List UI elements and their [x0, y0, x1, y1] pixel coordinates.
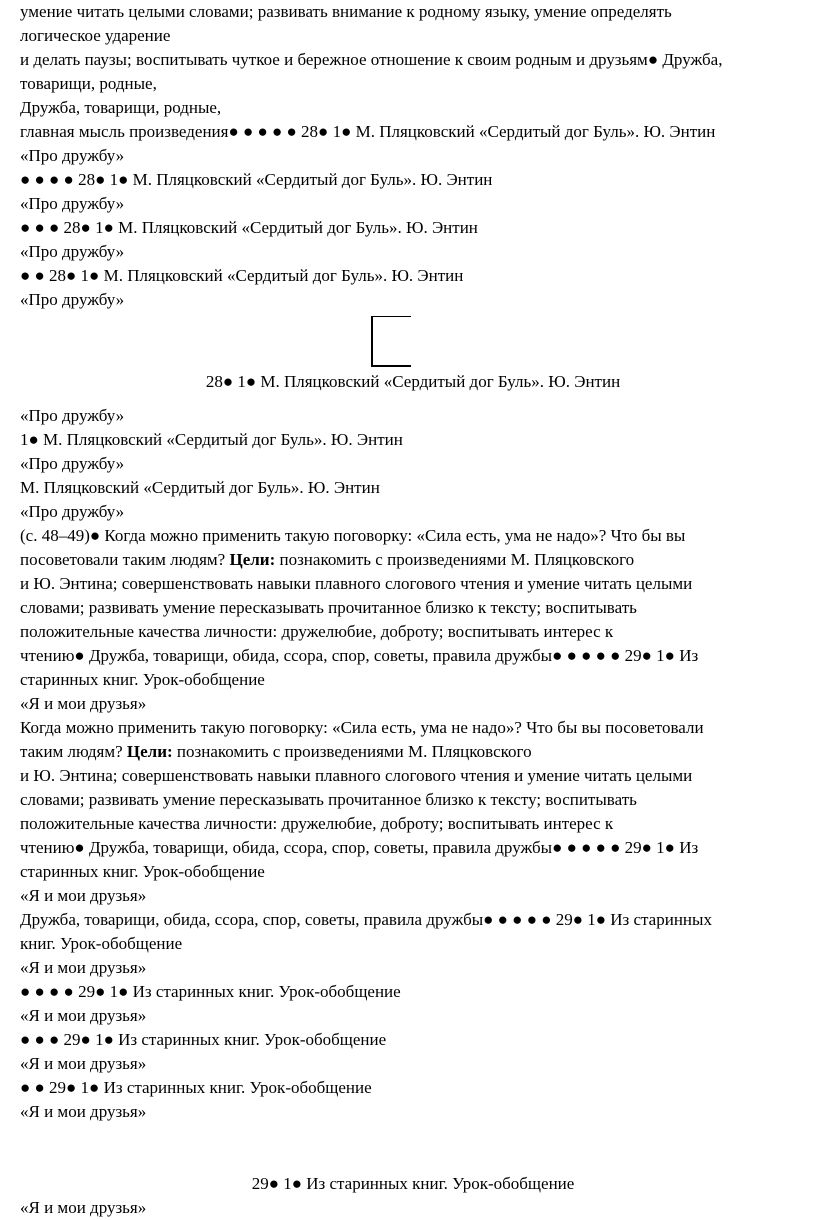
bracket-shape [371, 316, 411, 367]
document-page [20, 0, 806, 1220]
text-line: «Я и мои друзья» [20, 1198, 147, 1217]
bracket-figure-area [20, 312, 806, 370]
text-line: Дружба, товарищи, родные, [20, 98, 222, 117]
text-line: книг. Урок-обобщение [20, 934, 183, 953]
text-line: «Про дружбу» [20, 290, 125, 309]
text-line: товарищи, родные, [20, 74, 157, 93]
text-line: чтению● Дружба, товарищи, обида, ссора, спор, советы, правила дружбы● ● ● ● ● 29● 1● Из [20, 646, 699, 665]
text-line: словами; развивать умение пересказывать прочитанное близко к тексту; воспитывать [20, 598, 637, 617]
text-line: словами; развивать умение пересказывать прочитанное близко к тексту; воспитывать [20, 790, 637, 809]
text-line: «Про дружбу» [20, 454, 125, 473]
text-line: положительные качества личности: дружелюбие, доброту; воспитывать интерес к [20, 622, 614, 641]
text-block-2 [20, 404, 806, 572]
text-line: «Я и мои друзья» [20, 1054, 147, 1073]
text-line: ● ● 28● 1● М. Пляцковский «Сердитый дог Буль». Ю. Энтин [20, 266, 464, 285]
text-line: логическое ударение [20, 26, 171, 45]
text-line: чтению● Дружба, товарищи, обида, ссора, спор, советы, правила дружбы● ● ● ● ● 29● 1● Из [20, 838, 699, 857]
text-line: Дружба, товарищи, обида, ссора, спор, советы, правила дружбы● ● ● ● ● 29● 1● Из старинных [20, 910, 712, 929]
text-line: ● ● ● 29● 1● Из старинных книг. Урок-обобщение [20, 1030, 387, 1049]
text-line: (с. 48–49)● Когда можно применить такую поговорку: «Сила есть, ума не надо»? Что бы вы [20, 526, 686, 545]
text-line: «Про дружбу» [20, 194, 125, 213]
text-span: таким людям? [20, 742, 127, 761]
text-line: ● ● ● ● 29● 1● Из старинных книг. Урок-обобщение [20, 982, 401, 1001]
text-line: ● ● 29● 1● Из старинных книг. Урок-обобщение [20, 1078, 372, 1097]
text-line: «Я и мои друзья» [20, 886, 147, 905]
text-line: «Про дружбу» [20, 502, 125, 521]
text-line: «Я и мои друзья» [20, 1006, 147, 1025]
goals-label: Цели: [229, 550, 276, 569]
text-line: положительные качества личности: дружелюбие, доброту; воспитывать интерес к [20, 814, 614, 833]
text-line: Когда можно применить такую поговорку: «Сила есть, ума не надо»? Что бы вы посоветовали [20, 718, 704, 737]
text-line: старинных книг. Урок-обобщение [20, 670, 265, 689]
text-line-with-bold [20, 740, 806, 764]
spacer [20, 394, 806, 404]
center-heading: 28● 1● М. Пляцковский «Сердитый дог Буль». Ю. Энтин [205, 372, 621, 391]
text-span: познакомить с произведениями М. Пляцковского [275, 550, 635, 569]
text-line: 1● М. Пляцковский «Сердитый дог Буль». Ю. Энтин [20, 430, 403, 449]
text-line: «Про дружбу» [20, 406, 125, 425]
text-block-3 [20, 572, 806, 764]
text-line: ● ● ● 28● 1● М. Пляцковский «Сердитый дог Буль». Ю. Энтин [20, 218, 478, 237]
text-block-1 [20, 0, 806, 312]
text-span: познакомить с произведениями М. Пляцковского [172, 742, 532, 761]
text-line-with-bold [20, 548, 806, 572]
spacer [20, 1124, 806, 1172]
text-line: «Про дружбу» [20, 146, 125, 165]
text-line: ● ● ● ● 28● 1● М. Пляцковский «Сердитый дог Буль». Ю. Энтин [20, 170, 493, 189]
text-line: «Я и мои друзья» [20, 958, 147, 977]
text-line: и делать паузы; воспитывать чуткое и бережное отношение к своим родным и друзьям● Дружба, [20, 50, 723, 69]
text-line: и Ю. Энтина; совершенствовать навыки плавного слогового чтения и умение читать целыми [20, 766, 693, 785]
text-line: «Про дружбу» [20, 242, 125, 261]
text-line: «Я и мои друзья» [20, 694, 147, 713]
goals-label: Цели: [126, 742, 173, 761]
text-block-4 [20, 764, 806, 1124]
text-line: «Я и мои друзья» [20, 1102, 147, 1121]
text-line: главная мысль произведения● ● ● ● ● 28● 1● М. Пляцковский «Сердитый дог Буль». Ю. Энтин [20, 122, 716, 141]
text-span: посоветовали таким людям? [20, 550, 230, 569]
text-line: и Ю. Энтина; совершенствовать навыки плавного слогового чтения и умение читать целыми [20, 574, 693, 593]
center-heading: 29● 1● Из старинных книг. Урок-обобщение [251, 1174, 575, 1193]
text-line: старинных книг. Урок-обобщение [20, 862, 265, 881]
text-line: М. Пляцковский «Сердитый дог Буль». Ю. Энтин [20, 478, 380, 497]
text-line: умение читать целыми словами; развивать внимание к родному языку, умение определять [20, 2, 672, 21]
